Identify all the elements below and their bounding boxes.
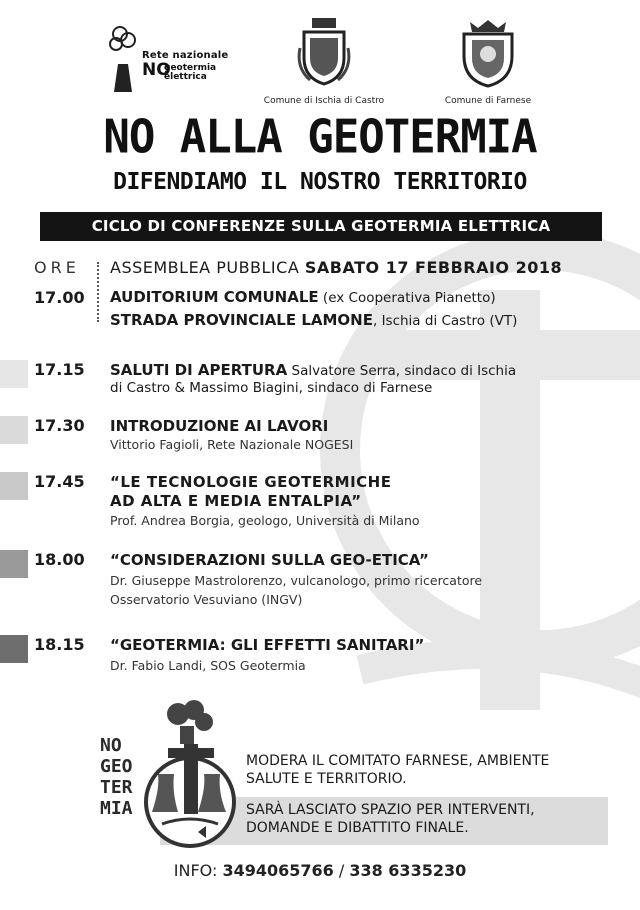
- schedule-bar: [0, 635, 28, 663]
- power-plant-icon: [140, 700, 240, 848]
- saluti-title: SALUTI DI APERTURA: [110, 361, 288, 379]
- nogeo-geo: GEO: [100, 756, 133, 777]
- sanitari-speaker: Dr. Fabio Landi, SOS Geotermia: [110, 658, 306, 673]
- saluti-speakers: Salvatore Serra, sindaco di Ischia: [287, 363, 517, 379]
- nogeo-no: NO: [100, 735, 122, 756]
- schedule-bar: [0, 416, 28, 444]
- network-sub-line1: geotermia: [164, 63, 217, 73]
- conference-band: CICLO DI CONFERENZE SULLA GEOTERMIA ELETTRICA: [40, 212, 602, 241]
- info-separator: /: [333, 861, 350, 880]
- network-sub: [164, 64, 216, 82]
- network-logo: [106, 24, 246, 96]
- farnese-crest-icon: [460, 18, 516, 88]
- venue-line: [110, 288, 496, 306]
- subtitle: DIFENDIAMO IL NOSTRO TERRITORIO: [113, 169, 527, 195]
- network-sub-line2: elettrica: [164, 72, 207, 82]
- assembly-day: SABATO: [304, 258, 386, 277]
- venue-note: (ex Cooperativa Pianetto): [318, 290, 496, 306]
- info-contact: [0, 861, 640, 880]
- tech-speaker: Prof. Andrea Borgia, geologo, Università di Milano: [110, 513, 420, 528]
- final-note-line1: SARÀ LASCIATO SPAZIO PER INTERVENTI,: [246, 802, 535, 818]
- moderation-line2: SALUTE E TERRITORIO.: [246, 771, 407, 787]
- tech-title-1: “LE TECNOLOGIE GEOTERMICHE: [110, 473, 392, 491]
- ischia-label: Comune di Ischia di Castro: [263, 96, 385, 106]
- nogeo-ter: TER: [100, 777, 133, 798]
- nogeo-mia: MIA: [100, 798, 133, 819]
- info-phone-2[interactable]: 338 6335230: [349, 861, 467, 880]
- time-17-30: 17.30: [34, 416, 85, 435]
- info-label: INFO:: [173, 861, 223, 880]
- dotted-divider: [97, 262, 99, 322]
- time-18-15: 18.15: [34, 635, 85, 654]
- geoetica-title: “CONSIDERAZIONI SULLA GEO-ETICA”: [110, 551, 429, 569]
- moderation-text: [246, 752, 549, 788]
- venue-name: AUDITORIUM COMUNALE: [110, 288, 319, 306]
- assembly-line: [110, 258, 562, 277]
- item-saluti-title: [110, 361, 516, 379]
- moderation-line1: MODERA IL COMITATO FARNESE, AMBIENTE: [246, 753, 550, 769]
- cloud-tower-icon: [106, 24, 140, 96]
- address-town: , Ischia di Castro (VT): [372, 313, 518, 329]
- info-phone-1[interactable]: 3494065766: [222, 861, 334, 880]
- farnese-label: Comune di Farnese: [444, 96, 532, 106]
- ischia-crest-icon: [296, 18, 352, 86]
- intro-speaker: Vittorio Fagioli, Rete Nazionale NOGESI: [110, 437, 354, 452]
- network-name: Rete nazionale: [142, 50, 229, 61]
- network-no: NO: [142, 60, 171, 80]
- geoetica-speaker-2: Osservatorio Vesuviano (INGV): [110, 592, 303, 607]
- address-line: [110, 311, 517, 329]
- final-note-text: [246, 801, 535, 837]
- schedule-bar: [0, 472, 28, 500]
- address-road: STRADA PROVINCIALE LAMONE: [110, 311, 373, 329]
- time-17-45: 17.45: [34, 472, 85, 491]
- assembly-date: 17 FEBBRAIO 2018: [385, 258, 563, 277]
- ore-label: ORE: [34, 258, 80, 277]
- intro-title: INTRODUZIONE AI LAVORI: [110, 417, 329, 435]
- schedule-bar: [0, 550, 28, 578]
- tech-title-2: AD ALTA E MEDIA ENTALPIA”: [110, 492, 362, 510]
- time-17-15: 17.15: [34, 360, 85, 379]
- time-17-00: 17.00: [34, 288, 85, 307]
- saluti-speakers-cont: di Castro & Massimo Biagini, sindaco di Farnese: [110, 380, 433, 396]
- geoetica-speaker-1: Dr. Giuseppe Mastrolorenzo, vulcanologo, primo ricercatore: [110, 573, 483, 588]
- assembly-prefix: ASSEMBLEA PUBBLICA: [110, 258, 305, 277]
- final-note-line2: DOMANDE E DIBATTITO FINALE.: [246, 820, 469, 836]
- nogeo-logo-text: [100, 735, 133, 819]
- schedule-bar: [0, 360, 28, 388]
- sanitari-title: “GEOTERMIA: GLI EFFETTI SANITARI”: [110, 636, 425, 654]
- time-18-00: 18.00: [34, 550, 85, 569]
- main-title: NO ALLA GEOTERMIA: [103, 110, 537, 165]
